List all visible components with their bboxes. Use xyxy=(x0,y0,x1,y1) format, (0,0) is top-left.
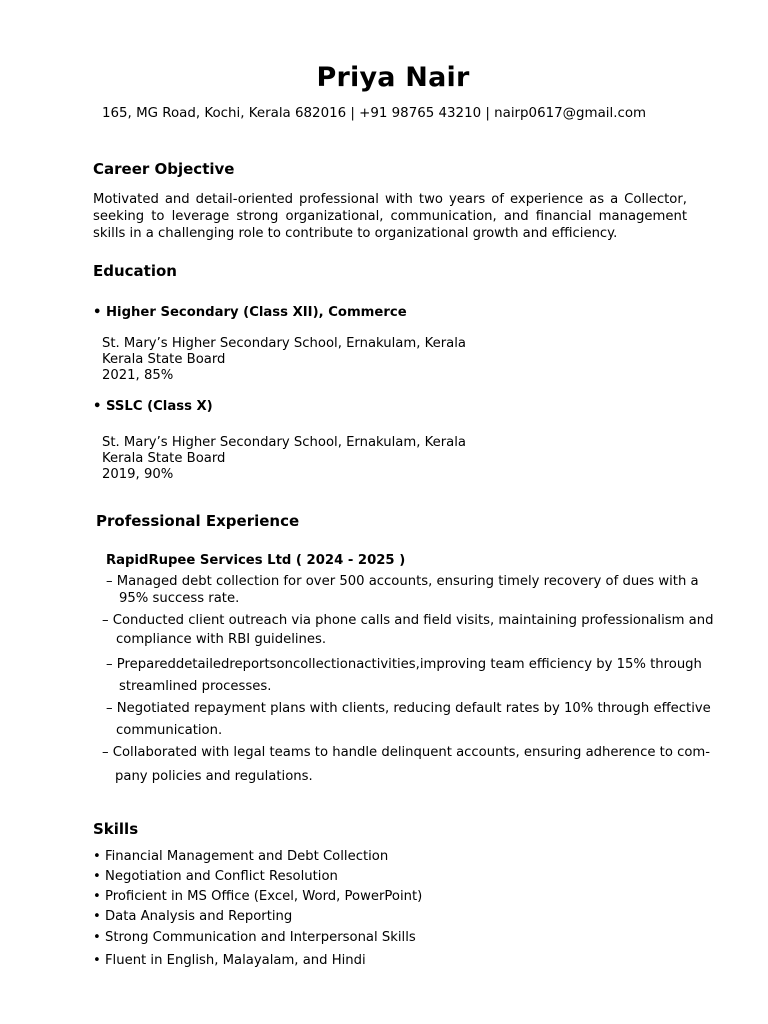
experience-bullet-continuation: 95% success rate. xyxy=(119,591,240,606)
experience-bullet: – Conducted client outreach via phone calls and field visits, maintaining professionalism and xyxy=(102,613,714,628)
education-entry-board: Kerala State Board xyxy=(102,352,226,367)
resume-name: Priya Nair xyxy=(316,62,470,93)
section-heading-skills: Skills xyxy=(93,820,139,838)
experience-bullet: – Prepareddetailedreportsoncollectionactivities,improving team efficiency by 15% through xyxy=(106,657,702,672)
section-heading-objective: Career Objective xyxy=(93,160,235,178)
skill-item: • Negotiation and Conflict Resolution xyxy=(93,869,338,884)
job-company: RapidRupee Services Ltd ( 2024 - 2025 ) xyxy=(106,553,406,568)
contact-info: 165, MG Road, Kochi, Kerala 682016 | +91 98765 43210 | nairp0617@gmail.com xyxy=(102,106,647,121)
education-entry-school: St. Mary’s Higher Secondary School, Ernakulam, Kerala xyxy=(102,435,466,450)
experience-bullet-continuation: communication. xyxy=(116,723,223,738)
experience-bullet: – Managed debt collection for over 500 accounts, ensuring timely recovery of dues with a xyxy=(106,574,699,589)
education-entry-school: St. Mary’s Higher Secondary School, Ernakulam, Kerala xyxy=(102,336,466,351)
skill-item: • Data Analysis and Reporting xyxy=(93,909,293,924)
education-entry-title: • Higher Secondary (Class XII), Commerce xyxy=(93,305,407,320)
education-entry-title: • SSLC (Class X) xyxy=(93,399,213,414)
skill-item: • Fluent in English, Malayalam, and Hindi xyxy=(93,953,366,968)
section-heading-education: Education xyxy=(93,262,177,280)
objective-text: Motivated and detail-oriented professional with two years of experience as a Collector, seeking to leverage strong organizational, communication, and financial management skills in a challenging role to contribute to organizational growth and efficiency. xyxy=(93,192,687,241)
experience-bullet-continuation: compliance with RBI guidelines. xyxy=(116,632,327,647)
skill-item: • Proficient in MS Office (Excel, Word, PowerPoint) xyxy=(93,889,423,904)
skill-item: • Strong Communication and Interpersonal Skills xyxy=(93,930,416,945)
experience-bullet-continuation: streamlined processes. xyxy=(119,679,272,694)
education-entry-board: Kerala State Board xyxy=(102,451,226,466)
education-entry-result: 2021, 85% xyxy=(102,368,174,383)
experience-bullet: – Negotiated repayment plans with clients, reducing default rates by 10% through effective xyxy=(106,701,711,716)
section-heading-experience: Professional Experience xyxy=(96,512,300,530)
experience-bullet-continuation: pany policies and regulations. xyxy=(115,769,313,784)
experience-bullet: – Collaborated with legal teams to handle delinquent accounts, ensuring adherence to com- xyxy=(102,745,711,760)
skill-item: • Financial Management and Debt Collection xyxy=(93,849,389,864)
education-entry-result: 2019, 90% xyxy=(102,467,174,482)
